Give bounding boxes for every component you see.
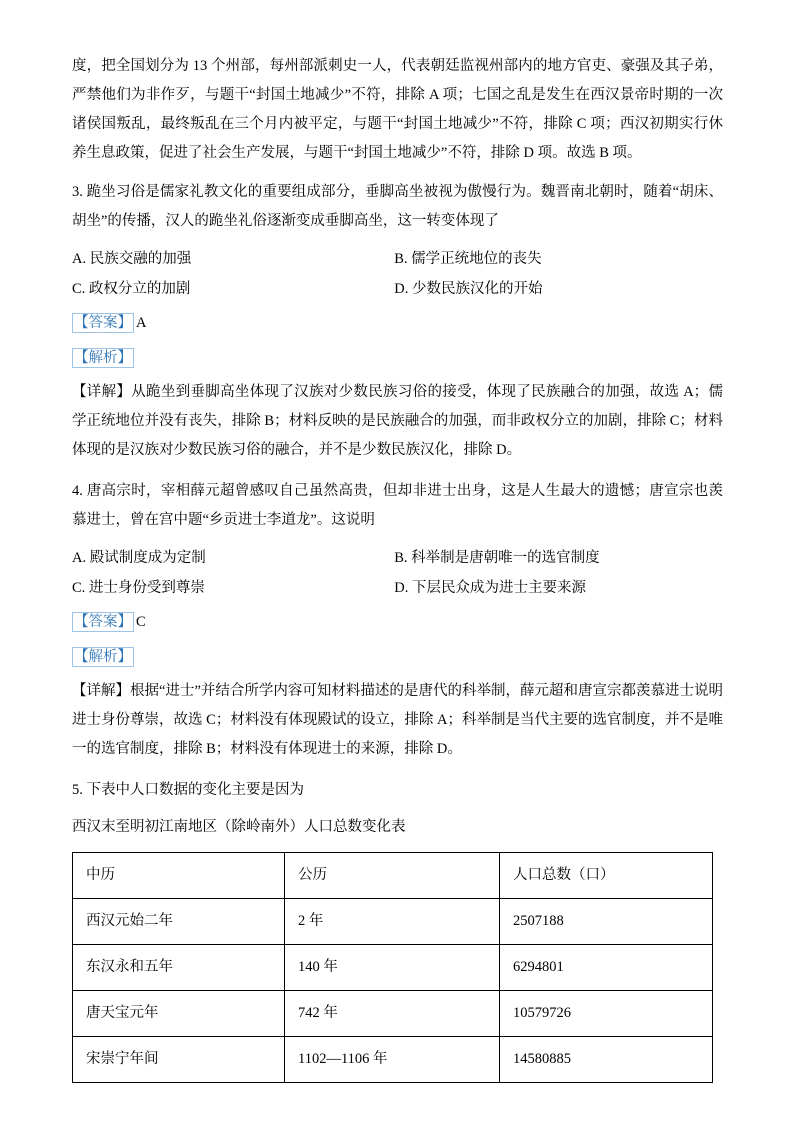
table-cell: 西汉元始二年 <box>73 899 285 945</box>
table-header-row <box>73 853 713 899</box>
question-4-analysis-line <box>72 642 723 673</box>
question-3-options <box>72 244 723 304</box>
question-3-option-b: B. 儒学正统地位的丧失 <box>394 251 542 267</box>
question-4-option-d: D. 下层民众成为进士主要来源 <box>394 580 586 596</box>
question-4-option-a: A. 殿试制度成为定制 <box>72 550 206 566</box>
question-4-answer-value: C <box>136 614 146 630</box>
question-5-stem: 5. 下表中人口数据的变化主要是因为 <box>72 782 304 798</box>
question-3 <box>72 178 723 465</box>
question-3-option-c: C. 政权分立的加剧 <box>72 281 191 297</box>
table-cell: 10579726 <box>500 991 713 1037</box>
question-3-stem: 3. 跪坐习俗是儒家礼教文化的重要组成部分，垂脚高坐被视为傲慢行为。魏晋南北朝时，随着“胡床、胡坐”的传播，汉人的跪坐礼俗逐渐变成垂脚高坐，这一转变体现了 <box>72 184 723 229</box>
question-3-detail: 【详解】从跪坐到垂脚高坐体现了汉族对少数民族习俗的接受，体现了民族融合的加强，故选 A；儒学正统地位并没有丧失，排除 B；材料反映的是民族融合的加强，而非政权分立的加剧，排除 C；材料体现的是汉族对少数民族习俗的融合，并不是少数民族汉化，排除 D。 <box>72 384 723 458</box>
table-cell: 14580885 <box>500 1037 713 1083</box>
table-cell: 6294801 <box>500 945 713 991</box>
population-table <box>72 852 713 1083</box>
table-cell: 1102—1106 年 <box>285 1037 500 1083</box>
analysis-label: 【解析】 <box>74 649 132 665</box>
table-cell: 东汉永和五年 <box>73 945 285 991</box>
question-3-analysis-line <box>72 343 723 374</box>
table-row <box>73 991 713 1037</box>
question-3-option-d: D. 少数民族汉化的开始 <box>394 281 543 297</box>
answer-label: 【答案】 <box>74 614 132 630</box>
table-cell: 2507188 <box>500 899 713 945</box>
question-4-option-b: B. 科举制是唐朝唯一的选官制度 <box>394 550 600 566</box>
answer-label: 【答案】 <box>74 315 132 331</box>
question-4-option-c: C. 进士身份受到尊崇 <box>72 580 205 596</box>
table-cell: 宋崇宁年间 <box>73 1037 285 1083</box>
question-4-detail: 【详解】根据“进士”并结合所学内容可知材料描述的是唐代的科举制，薛元超和唐宣宗都羡慕进士说明进士身份尊崇，故选 C；材料没有体现殿试的设立，排除 A；科举制是当代主要的选官制度，并不是唯一的选官制度，排除 B；材料没有体现进士的来源，排除 D。 <box>72 683 723 757</box>
question-3-option-a: A. 民族交融的加强 <box>72 251 192 267</box>
question-4-answer-line <box>72 607 723 638</box>
table-header-chinese-calendar: 中历 <box>73 853 285 899</box>
table-cell: 唐天宝元年 <box>73 991 285 1037</box>
question-5 <box>72 776 723 1083</box>
table-cell: 742 年 <box>285 991 500 1037</box>
question-4-options <box>72 543 723 603</box>
table-header-gregorian-calendar: 公历 <box>285 853 500 899</box>
table-cell: 2 年 <box>285 899 500 945</box>
table-header-population-total: 人口总数（口） <box>500 853 713 899</box>
prelude-paragraph: 度，把全国划分为 13 个州部，每州部派刺史一人，代表朝廷监视州部内的地方官吏、豪强及其子弟，严禁他们为非作歹，与题干“封国土地减少”不符，排除 A 项；七国之乱是发生在西汉景帝时期的一次诸侯国叛乱，最终叛乱在三个月内被平定，与题干“封国土地减少”不符，排除 C 项；西汉初期实行休养生息政策，促进了社会生产发展，与题干“封国土地减少”不符，排除 D 项。故选 B 项。 <box>72 58 723 161</box>
question-3-answer-line <box>72 308 723 339</box>
table-row <box>73 1037 713 1083</box>
analysis-label: 【解析】 <box>74 350 132 366</box>
table-cell: 140 年 <box>285 945 500 991</box>
population-table-title: 西汉末至明初江南地区（除岭南外）人口总数变化表 <box>72 819 406 835</box>
question-4-stem: 4. 唐高宗时，宰相薛元超曾感叹自己虽然高贵，但却非进士出身，这是人生最大的遗憾；唐宣宗也羡慕进士，曾在宫中题“乡贡进士李道龙”。这说明 <box>72 483 723 528</box>
question-3-answer-value: A <box>136 315 147 331</box>
table-row <box>73 945 713 991</box>
question-4 <box>72 477 723 764</box>
table-row <box>73 899 713 945</box>
